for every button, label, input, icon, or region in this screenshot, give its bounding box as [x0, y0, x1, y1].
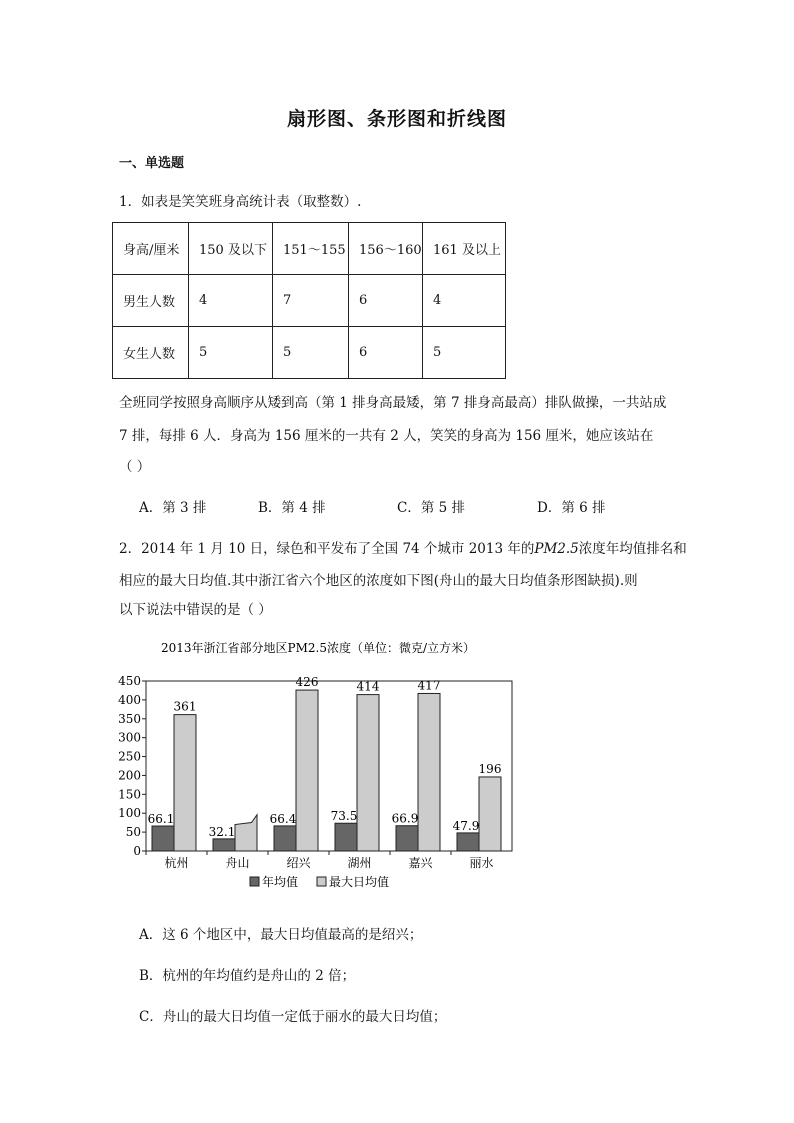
data-label-annual: 32.1 [208, 824, 236, 839]
data-label-annual: 73.5 [330, 809, 358, 824]
y-tick-label: 400 [118, 692, 141, 707]
q2-option-c: C．舟山的最大日均值一定低于丽水的最大日均值； [139, 1009, 447, 1025]
bar-max-0 [174, 715, 196, 851]
bar-annual-2 [274, 826, 296, 851]
x-category-label: 舟山 [225, 856, 250, 870]
bar-annual-1 [213, 839, 235, 851]
q2-option-b: B．杭州的年均值约是舟山的 2 倍； [139, 968, 356, 984]
q1-option-c: C．第 5 排 [397, 500, 466, 516]
table-cell: 4 [189, 275, 273, 327]
x-category-label: 绍兴 [286, 856, 311, 870]
data-label-max: 417 [417, 678, 441, 693]
data-label-annual: 66.9 [391, 811, 419, 826]
table-cell: 5 [423, 327, 506, 379]
table-cell: 5 [273, 327, 349, 379]
q1-option-d: D．第 6 排 [537, 500, 606, 516]
x-category-label: 丽水 [469, 856, 494, 870]
x-axis [146, 851, 494, 870]
data-label-annual: 66.4 [269, 811, 297, 826]
legend-swatch [317, 877, 326, 886]
data-label-max: 361 [173, 699, 197, 714]
q2-text: 浓度年均值排名和 [578, 541, 687, 557]
bar-max-3 [357, 695, 379, 851]
data-label-annual: 47.9 [452, 818, 480, 833]
q1-option-b: B．第 4 排 [258, 500, 326, 516]
table-cell: 身高/厘米 [113, 223, 189, 275]
y-tick-label: 50 [125, 825, 141, 840]
y-tick-label: 150 [118, 787, 141, 802]
q2-stem-line: 以下说法中错误的是（ ） [119, 602, 272, 618]
y-tick-label: 0 [133, 844, 141, 858]
bar-annual-0 [152, 826, 174, 851]
data-label-max: 414 [356, 679, 380, 694]
section-heading: 一、单选题 [119, 156, 185, 171]
q2-stem-line: 相应的最大日均值.其中浙江省六个地区的浓度如下图(舟山的最大日均值条形图缺损).则 [119, 573, 638, 589]
legend [250, 874, 389, 889]
pm25-term: PM2.5 [534, 541, 579, 557]
bar-max-2 [296, 690, 318, 851]
legend-label: 年均值 [262, 875, 299, 889]
bar-annual-3 [335, 823, 357, 851]
table-cell: 男生人数 [113, 275, 189, 327]
y-tick-label: 450 [118, 674, 141, 688]
x-category-label: 杭州 [164, 856, 189, 870]
bars [148, 675, 502, 851]
table-cell: 5 [189, 327, 273, 379]
table-cell: 女生人数 [113, 327, 189, 379]
q1-paragraph: 7 排，每排 6 人．身高为 156 厘米的一共有 2 人，笑笑的身高为 156 厘米，她应该站在 [119, 428, 654, 444]
y-tick-label: 300 [118, 730, 141, 745]
table-cell: 156～160 [349, 223, 423, 275]
table-cell: 161 及以上 [423, 223, 506, 275]
q1-option-a: A．第 3 排 [139, 500, 207, 516]
y-tick-label: 250 [118, 749, 141, 764]
q1-blank: （ ） [119, 459, 151, 475]
bar-annual-4 [396, 826, 418, 851]
q2-option-a: A．这 6 个地区中，最大日均值最高的是绍兴； [139, 927, 423, 943]
table-cell: 151～155 [273, 223, 349, 275]
y-tick-label: 100 [118, 806, 141, 821]
chart-title: 2013年浙江省部分地区PM2.5浓度（单位：微克/立方米） [160, 641, 476, 655]
data-label-annual: 66.1 [147, 812, 175, 827]
bar-max-5 [479, 777, 501, 851]
y-tick-label: 200 [118, 768, 141, 783]
table-cell: 6 [349, 327, 423, 379]
q1-paragraph: 全班同学按照身高顺序从矮到高（第 1 排身高最矮，第 7 排身高最高）排队做操，一共站成 [119, 395, 667, 411]
bar-max-4 [418, 693, 440, 851]
table-cell: 6 [349, 275, 423, 327]
page-title: 扇形图、条形图和折线图 [286, 108, 507, 130]
legend-swatch [250, 877, 259, 886]
data-label-max: 196 [478, 761, 502, 776]
table-cell: 7 [273, 275, 349, 327]
x-category-label: 嘉兴 [408, 856, 433, 870]
x-category-label: 湖州 [347, 856, 372, 870]
table-cell: 150 及以下 [189, 223, 273, 275]
data-label-max: 426 [295, 675, 319, 690]
bar-max-broken-1 [235, 815, 257, 851]
y-tick-label: 350 [118, 711, 141, 726]
bar-annual-5 [457, 833, 479, 851]
q1-stem: 1．如表是笑笑班身高统计表（取整数）. [119, 194, 362, 210]
legend-label: 最大日均值 [329, 875, 390, 889]
table-cell: 4 [423, 275, 506, 327]
q2-text: 2．2014 年 1 月 10 日，绿色和平发布了全国 74 个城市 2013 年的 [119, 541, 535, 557]
